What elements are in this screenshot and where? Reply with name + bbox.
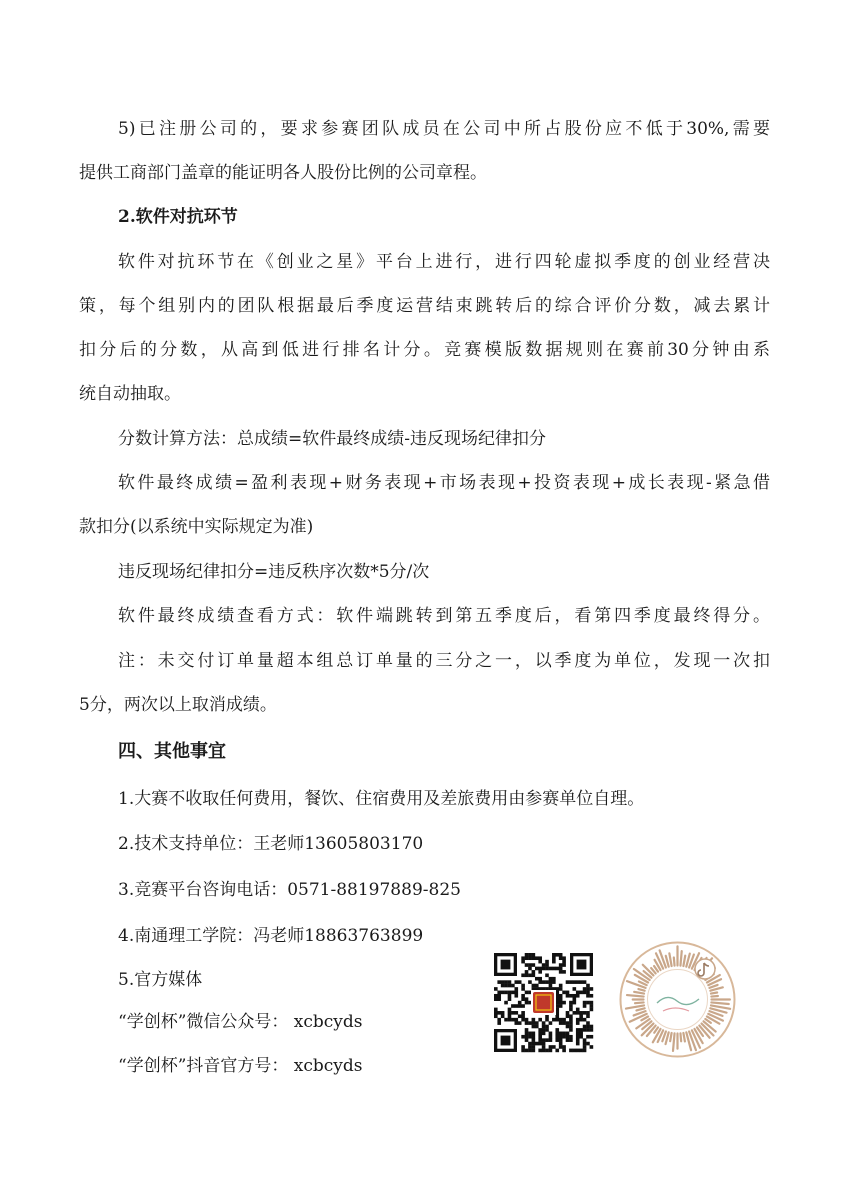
paragraph-line: 分数计算方法：总成绩=软件最终成绩-违反现场纪律扣分 (118, 429, 546, 449)
paragraph-line: 注：未交付订单量超本组总订单量的三分之一，以季度为单位，发现一次扣 (118, 651, 770, 671)
paragraph-line: 软件最终成绩查看方式：软件端跳转到第五季度后，看第四季度最终得分。 (118, 606, 770, 626)
paragraph-line: 软件最终成绩=盈利表现+财务表现+市场表现+投资表现+成长表现-紧急借 (118, 473, 770, 493)
list-item: 5.官方媒体 (118, 970, 203, 990)
paragraph-line: 款扣分(以系统中实际规定为准) (79, 517, 314, 537)
paragraph-line: 5)已注册公司的，要求参赛团队成员在公司中所占股份应不低于30%,需要 (118, 119, 770, 139)
paragraph-line: 策，每个组别内的团队根据最后季度运营结束跳转后的综合评价分数，减去累计 (79, 296, 770, 316)
list-item: 1.大赛不收取任何费用，餐饮、住宿费用及差旅费用由参赛单位自理。 (118, 789, 645, 809)
paragraph-line: 违反现场纪律扣分=违反秩序次数*5分/次 (118, 562, 430, 582)
wechat-qr-code (492, 951, 595, 1054)
paragraph-line: 软件对抗环节在《创业之星》平台上进行，进行四轮虚拟季度的创业经营决 (118, 252, 770, 272)
section-heading: 2.软件对抗环节 (118, 207, 238, 227)
paragraph-line: 统自动抽取。 (79, 384, 181, 404)
list-item: 4.南通理工学院：冯老师18863763899 (118, 926, 424, 946)
paragraph-line: 提供工商部门盖章的能证明各人股份比例的公司章程。 (79, 163, 487, 183)
douyin-mini-code (619, 941, 736, 1058)
list-item: 2.技术支持单位：王老师13605803170 (118, 834, 424, 854)
wechat-account-line: “学创杯”微信公众号： xcbcyds (118, 1012, 363, 1032)
list-item: 3.竞赛平台咨询电话：0571-88197889-825 (118, 880, 461, 900)
paragraph-line: 5分，两次以上取消成绩。 (79, 695, 277, 715)
paragraph-line: 扣分后的分数，从高到低进行排名计分。竞赛模版数据规则在赛前30分钟由系 (79, 340, 770, 360)
douyin-account-line: “学创杯”抖音官方号： xcbcyds (118, 1056, 363, 1076)
section-heading: 四、其他事宜 (118, 741, 226, 762)
